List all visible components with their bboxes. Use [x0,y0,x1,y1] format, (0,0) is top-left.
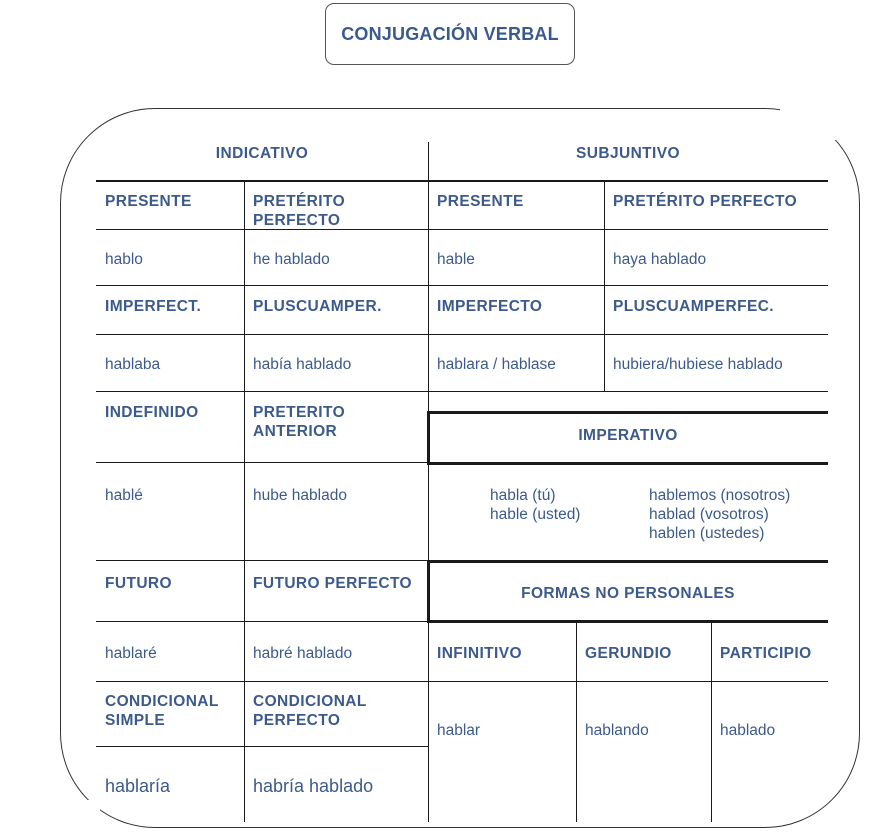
ind-pret-perfecto-label-1: PRETÉRITO [253,193,346,210]
ind-pret-perfecto-value: he hablado [253,251,330,268]
participio-value: hablado [720,722,776,739]
imperativo-right-3: hablen (ustedes) [649,525,765,542]
imperativo-right-1: hablemos (nosotros) [649,487,791,504]
sub-presente-label: PRESENTE [437,193,524,210]
sub-imperfecto-value: hablara / hablase [437,356,556,373]
ind-condicional-perfecto-label-2: PERFECTO [253,712,341,729]
frame-gap-top-right [780,100,850,140]
ind-condicional-simple-value: hablaría [105,776,171,796]
ind-indefinido-label: INDEFINIDO [105,404,199,421]
ind-pret-anterior-value: hube hablado [253,487,347,504]
sub-imperfecto-label: IMPERFECTO [437,298,543,315]
ind-pluscuamperfecto-value: había hablado [253,356,352,373]
ind-futuro-value: hablaré [105,645,157,662]
ind-futuro-perfecto-label: FUTURO PERFECTO [253,575,412,592]
ind-indefinido-value: hablé [105,487,143,504]
ind-pret-perfecto-label-2: PERFECTO [253,212,341,229]
ind-condicional-perfecto-label-1: CONDICIONAL [253,693,367,710]
outer-frame [60,108,860,828]
ind-condicional-simple-label-1: CONDICIONAL [105,693,219,710]
sub-presente-value: hable [437,251,475,268]
ind-pret-anterior-label-2: ANTERIOR [253,423,338,440]
ind-imperfecto-value: hablaba [105,356,161,373]
ind-pluscuamperfecto-label: PLUSCUAMPER. [253,298,382,315]
sub-pluscuamperfecto-label: PLUSCUAMPERFEC. [613,298,775,315]
ind-condicional-perfecto-value: habría hablado [253,776,374,796]
imperativo-left-1: habla (tú) [490,487,556,504]
gerundio-label: GERUNDIO [585,645,672,662]
no-personales-header: FORMAS NO PERSONALES [521,585,735,602]
ind-presente-label: PRESENTE [105,193,192,210]
infinitivo-label: INFINITIVO [437,645,522,662]
ind-condicional-simple-label-2: SIMPLE [105,712,166,729]
indicativo-header: INDICATIVO [215,145,309,162]
ind-futuro-perfecto-value: habré hablado [253,645,353,662]
infinitivo-value: hablar [437,722,481,739]
sub-pluscuamperfecto-value: hubiera/hubiese hablado [613,356,783,373]
ind-futuro-label: FUTURO [105,575,172,592]
ind-pret-anterior-label-1: PRETERITO [253,404,346,421]
subjuntivo-header: SUBJUNTIVO [576,145,680,162]
imperativo-left-2: hable (usted) [490,506,581,523]
imperativo-right-2: hablad (vosotros) [649,506,769,523]
page-title: CONJUGACIÓN VERBAL [325,3,575,65]
participio-label: PARTICIPIO [720,645,812,662]
ind-presente-value: hablo [105,251,143,268]
gerundio-value: hablando [585,722,649,739]
sub-pret-perfecto-value: haya hablado [613,251,707,268]
imperativo-header: IMPERATIVO [578,427,678,444]
ind-imperfecto-label: IMPERFECT. [105,298,202,315]
sub-pret-perfecto-label: PRETÉRITO PERFECTO [613,193,798,210]
frame-gap-bottom-left [55,800,100,835]
